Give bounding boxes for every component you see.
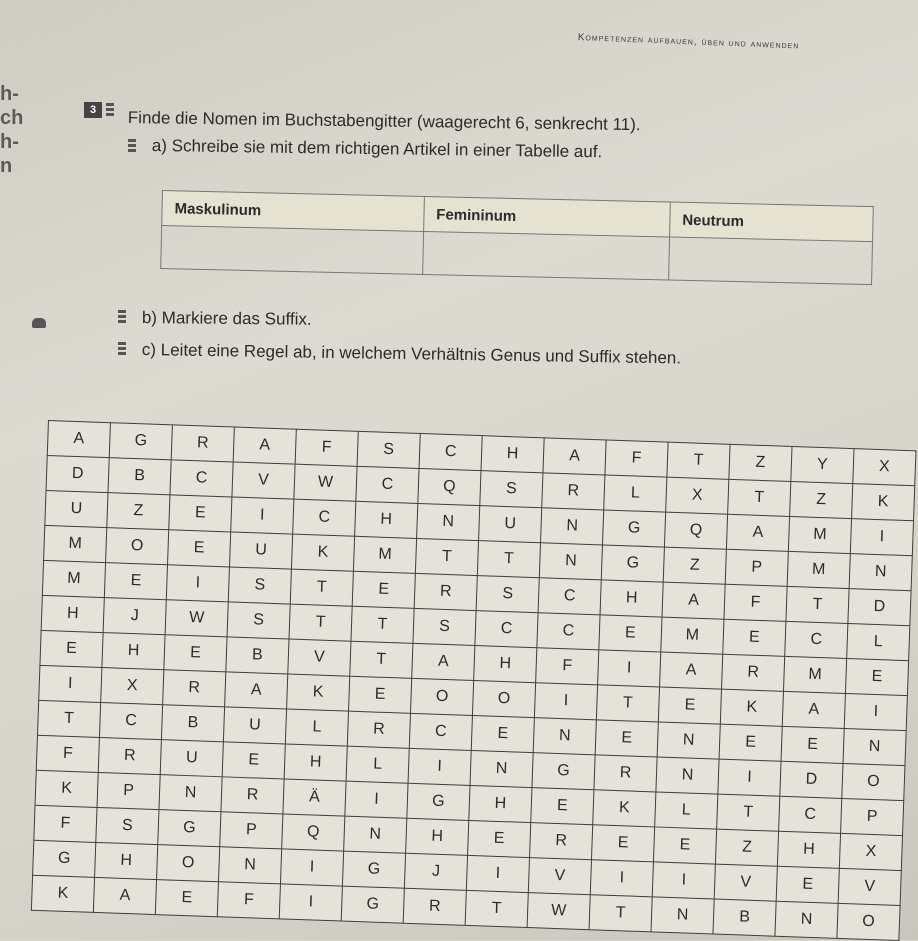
- grid-letter-cell: K: [593, 790, 656, 827]
- grid-letter-cell: I: [718, 759, 781, 796]
- grid-letter-cell: E: [723, 619, 786, 656]
- grid-letter-cell: N: [651, 897, 714, 934]
- grid-letter-cell: O: [472, 681, 535, 718]
- grid-letter-cell: C: [409, 713, 472, 750]
- difficulty-marker-icon: [106, 103, 114, 117]
- grid-letter-cell: A: [543, 438, 606, 475]
- partner-work-icon: [32, 318, 46, 328]
- grid-letter-cell: E: [531, 788, 594, 825]
- grid-letter-cell: F: [536, 648, 599, 685]
- grid-letter-cell: A: [93, 877, 156, 914]
- grid-letter-cell: S: [480, 471, 543, 508]
- grid-letter-cell: S: [96, 807, 159, 844]
- subtask-b: b) Markiere das Suffix.: [141, 308, 312, 329]
- grid-letter-cell: T: [290, 569, 353, 606]
- grid-letter-cell: V: [528, 858, 591, 895]
- grid-letter-cell: E: [845, 659, 908, 696]
- grid-letter-cell: F: [605, 440, 668, 477]
- grid-letter-cell: T: [477, 541, 540, 578]
- grid-letter-cell: Q: [418, 468, 481, 505]
- grid-letter-cell: C: [538, 578, 601, 615]
- grid-letter-cell: E: [591, 825, 654, 862]
- grid-letter-cell: A: [412, 643, 475, 680]
- grid-letter-cell: M: [787, 551, 850, 588]
- grid-letter-cell: T: [289, 604, 352, 641]
- grid-letter-cell: N: [657, 722, 720, 759]
- grid-letter-cell: L: [847, 624, 910, 661]
- grid-letter-cell: C: [785, 621, 848, 658]
- grid-letter-cell: D: [46, 455, 109, 492]
- header-neutrum: Neutrum: [669, 202, 873, 242]
- letter-grid: [31, 420, 917, 941]
- grid-letter-cell: N: [533, 718, 596, 755]
- empty-cell: [422, 231, 669, 280]
- grid-letter-cell: K: [291, 534, 354, 571]
- grid-letter-cell: P: [97, 772, 160, 809]
- grid-letter-cell: A: [726, 514, 789, 551]
- grid-letter-cell: L: [604, 475, 667, 512]
- grid-letter-cell: A: [782, 691, 845, 728]
- grid-letter-cell: H: [406, 818, 469, 855]
- grid-letter-cell: J: [404, 853, 467, 890]
- grid-letter-cell: B: [161, 705, 224, 742]
- subtask-c: c) Leitet eine Regel ab, in welchem Verhältnis Genus und Suffix stehen.: [141, 340, 682, 368]
- grid-letter-cell: K: [720, 689, 783, 726]
- grid-letter-cell: N: [417, 503, 480, 540]
- grid-letter-cell: Q: [664, 512, 727, 549]
- grid-letter-cell: I: [408, 748, 471, 785]
- grid-letter-cell: S: [228, 567, 291, 604]
- difficulty-marker-icon: [128, 139, 136, 153]
- grid-letter-cell: T: [37, 700, 100, 737]
- grid-letter-cell: T: [667, 442, 730, 479]
- grid-letter-cell: G: [602, 510, 665, 547]
- grid-letter-cell: R: [403, 888, 466, 925]
- grid-letter-cell: I: [590, 860, 653, 897]
- grid-letter-cell: B: [108, 458, 171, 495]
- grid-letter-cell: H: [41, 595, 104, 632]
- letter-grid-container: [31, 420, 917, 941]
- grid-letter-cell: P: [725, 549, 788, 586]
- grid-letter-cell: I: [850, 519, 913, 556]
- grid-letter-cell: M: [783, 656, 846, 693]
- grid-letter-cell: R: [414, 573, 477, 610]
- grid-letter-cell: E: [468, 820, 531, 857]
- grid-letter-cell: S: [413, 608, 476, 645]
- grid-letter-cell: M: [353, 536, 416, 573]
- grid-letter-cell: E: [595, 720, 658, 757]
- grid-letter-cell: H: [102, 633, 165, 670]
- grid-letter-cell: X: [853, 449, 916, 486]
- grid-letter-cell: G: [158, 810, 221, 847]
- grid-letter-cell: C: [293, 499, 356, 536]
- grid-letter-cell: W: [165, 600, 228, 637]
- grid-letter-cell: C: [475, 611, 538, 648]
- grid-letter-cell: T: [717, 794, 780, 831]
- grid-letter-cell: I: [280, 849, 343, 886]
- difficulty-marker-icon: [118, 310, 126, 324]
- grid-letter-cell: R: [171, 425, 234, 462]
- grid-letter-cell: I: [166, 565, 229, 602]
- grid-letter-cell: G: [341, 886, 404, 923]
- grid-letter-cell: E: [352, 571, 415, 608]
- grid-letter-cell: T: [589, 895, 652, 932]
- grid-letter-cell: E: [471, 715, 534, 752]
- grid-letter-cell: T: [465, 890, 528, 927]
- grid-letter-cell: Y: [791, 446, 854, 483]
- grid-letter-cell: V: [288, 639, 351, 676]
- grid-letter-cell: G: [407, 783, 470, 820]
- grid-letter-cell: H: [95, 842, 158, 879]
- grid-letter-cell: Q: [282, 814, 345, 851]
- grid-letter-cell: E: [719, 724, 782, 761]
- grid-letter-cell: G: [601, 545, 664, 582]
- empty-cell: [668, 237, 872, 285]
- grid-letter-cell: I: [279, 884, 342, 921]
- grid-letter-cell: I: [231, 497, 294, 534]
- grid-letter-cell: S: [227, 602, 290, 639]
- grid-letter-cell: H: [600, 580, 663, 617]
- grid-letter-cell: Z: [663, 547, 726, 584]
- grid-letter-cell: N: [541, 508, 604, 545]
- grid-letter-cell: V: [714, 864, 777, 901]
- grid-letter-cell: G: [532, 753, 595, 790]
- grid-letter-cell: A: [47, 421, 110, 458]
- grid-letter-cell: B: [713, 899, 776, 936]
- grid-letter-cell: L: [285, 709, 348, 746]
- grid-letter-cell: O: [157, 845, 220, 882]
- grid-letter-cell: K: [31, 875, 94, 912]
- grid-letter-cell: F: [295, 429, 358, 466]
- grid-letter-cell: E: [164, 635, 227, 672]
- grid-letter-cell: W: [294, 464, 357, 501]
- grid-letter-cell: T: [351, 606, 414, 643]
- grid-letter-cell: X: [666, 477, 729, 514]
- grid-letter-cell: S: [357, 431, 420, 468]
- grid-letter-cell: O: [837, 903, 900, 940]
- left-margin-text: [0, 82, 23, 178]
- grid-letter-cell: Z: [790, 481, 853, 518]
- difficulty-marker-icon: [118, 342, 126, 356]
- grid-letter-cell: H: [469, 785, 532, 822]
- grid-letter-cell: R: [594, 755, 657, 792]
- grid-letter-cell: N: [470, 750, 533, 787]
- grid-letter-cell: H: [474, 646, 537, 683]
- grid-letter-cell: E: [781, 726, 844, 763]
- grid-letter-cell: E: [155, 880, 218, 917]
- grid-letter-cell: O: [842, 763, 905, 800]
- grid-letter-cell: M: [661, 617, 724, 654]
- grid-letter-cell: E: [653, 827, 716, 864]
- grid-letter-cell: Z: [107, 493, 170, 530]
- grid-letter-cell: E: [168, 530, 231, 567]
- grid-letter-cell: A: [660, 652, 723, 689]
- grid-letter-cell: K: [852, 484, 915, 521]
- page-header: Kompetenzen aufbauen, üben und anwenden: [577, 32, 800, 52]
- grid-letter-cell: H: [481, 436, 544, 473]
- grid-letter-cell: W: [527, 893, 590, 930]
- grid-letter-cell: N: [539, 543, 602, 580]
- grid-letter-cell: X: [101, 668, 164, 705]
- grid-letter-cell: V: [232, 462, 295, 499]
- task-number-badge: 3: [84, 102, 102, 118]
- grid-letter-cell: U: [45, 490, 108, 527]
- grid-letter-cell: T: [350, 641, 413, 678]
- grid-letter-cell: F: [217, 882, 280, 919]
- grid-letter-cell: I: [598, 650, 661, 687]
- grid-letter-cell: N: [775, 901, 838, 938]
- grid-letter-cell: S: [476, 576, 539, 613]
- grid-letter-cell: T: [728, 479, 791, 516]
- grid-letter-cell: A: [233, 427, 296, 464]
- grid-letter-cell: E: [658, 687, 721, 724]
- grid-letter-cell: P: [841, 798, 904, 835]
- grid-letter-cell: M: [44, 525, 107, 562]
- grid-letter-cell: R: [542, 473, 605, 510]
- empty-cell: [161, 226, 424, 275]
- grid-letter-cell: O: [106, 528, 169, 565]
- grid-letter-cell: F: [34, 805, 97, 842]
- grid-letter-cell: K: [287, 674, 350, 711]
- grid-letter-cell: C: [537, 613, 600, 650]
- gender-table: [160, 190, 874, 285]
- margin-line: h-: [0, 83, 19, 105]
- grid-letter-cell: M: [788, 516, 851, 553]
- grid-letter-cell: U: [479, 506, 542, 543]
- grid-letter-cell: H: [777, 831, 840, 868]
- grid-letter-cell: E: [599, 615, 662, 652]
- grid-letter-cell: U: [160, 740, 223, 777]
- grid-letter-cell: X: [839, 833, 902, 870]
- grid-letter-cell: C: [356, 466, 419, 503]
- margin-line: h-: [0, 131, 19, 153]
- grid-letter-cell: I: [844, 693, 907, 730]
- grid-letter-cell: G: [342, 851, 405, 888]
- grid-letter-cell: H: [355, 501, 418, 538]
- grid-letter-cell: V: [838, 868, 901, 905]
- grid-letter-cell: N: [656, 757, 719, 794]
- grid-letter-cell: E: [169, 495, 232, 532]
- header-femininum: Femininum: [423, 196, 670, 237]
- grid-letter-cell: H: [284, 744, 347, 781]
- grid-letter-cell: U: [223, 707, 286, 744]
- task-instruction: Finde die Nomen im Buchstabengitter (waagerecht 6, senkrecht 11).: [127, 108, 641, 135]
- margin-line: n: [0, 155, 13, 177]
- grid-letter-cell: L: [655, 792, 718, 829]
- grid-letter-cell: I: [466, 855, 529, 892]
- grid-letter-cell: D: [780, 761, 843, 798]
- grid-letter-cell: R: [722, 654, 785, 691]
- grid-letter-cell: G: [109, 423, 172, 460]
- margin-line: ch: [0, 107, 24, 129]
- grid-letter-cell: F: [724, 584, 787, 621]
- grid-letter-cell: R: [163, 670, 226, 707]
- grid-letter-cell: O: [410, 678, 473, 715]
- grid-letter-cell: C: [170, 460, 233, 497]
- grid-letter-cell: I: [652, 862, 715, 899]
- grid-letter-cell: N: [344, 816, 407, 853]
- grid-letter-cell: R: [530, 823, 593, 860]
- grid-letter-cell: T: [596, 685, 659, 722]
- header-maskulinum: Maskulinum: [162, 191, 424, 232]
- grid-letter-cell: C: [419, 433, 482, 470]
- grid-letter-cell: U: [229, 532, 292, 569]
- grid-letter-cell: D: [848, 589, 911, 626]
- grid-letter-cell: N: [218, 847, 281, 884]
- grid-letter-cell: L: [346, 746, 409, 783]
- grid-letter-cell: R: [98, 737, 161, 774]
- grid-letter-cell: E: [222, 742, 285, 779]
- grid-letter-cell: F: [36, 735, 99, 772]
- grid-letter-cell: P: [220, 812, 283, 849]
- grid-letter-cell: B: [226, 637, 289, 674]
- grid-letter-cell: G: [33, 840, 96, 877]
- grid-letter-cell: N: [849, 554, 912, 591]
- grid-letter-cell: A: [662, 582, 725, 619]
- grid-letter-cell: K: [35, 770, 98, 807]
- grid-letter-cell: T: [786, 586, 849, 623]
- grid-letter-cell: I: [534, 683, 597, 720]
- grid-letter-cell: M: [42, 560, 105, 597]
- grid-letter-cell: C: [99, 703, 162, 740]
- grid-letter-cell: Z: [729, 444, 792, 481]
- grid-letter-cell: C: [779, 796, 842, 833]
- grid-letter-cell: R: [221, 777, 284, 814]
- grid-letter-cell: N: [843, 728, 906, 765]
- grid-letter-cell: E: [776, 866, 839, 903]
- grid-letter-cell: R: [347, 711, 410, 748]
- grid-letter-cell: T: [415, 538, 478, 575]
- grid-letter-cell: J: [103, 598, 166, 635]
- grid-letter-cell: E: [349, 676, 412, 713]
- grid-letter-cell: A: [225, 672, 288, 709]
- subtask-a: a) Schreibe sie mit dem richtigen Artikel in einer Tabelle auf.: [151, 136, 603, 162]
- grid-letter-cell: E: [40, 630, 103, 667]
- grid-letter-cell: Z: [715, 829, 778, 866]
- grid-letter-cell: Ä: [283, 779, 346, 816]
- grid-letter-cell: E: [104, 563, 167, 600]
- grid-letter-cell: N: [159, 775, 222, 812]
- grid-letter-cell: I: [39, 665, 102, 702]
- grid-letter-cell: I: [345, 781, 408, 818]
